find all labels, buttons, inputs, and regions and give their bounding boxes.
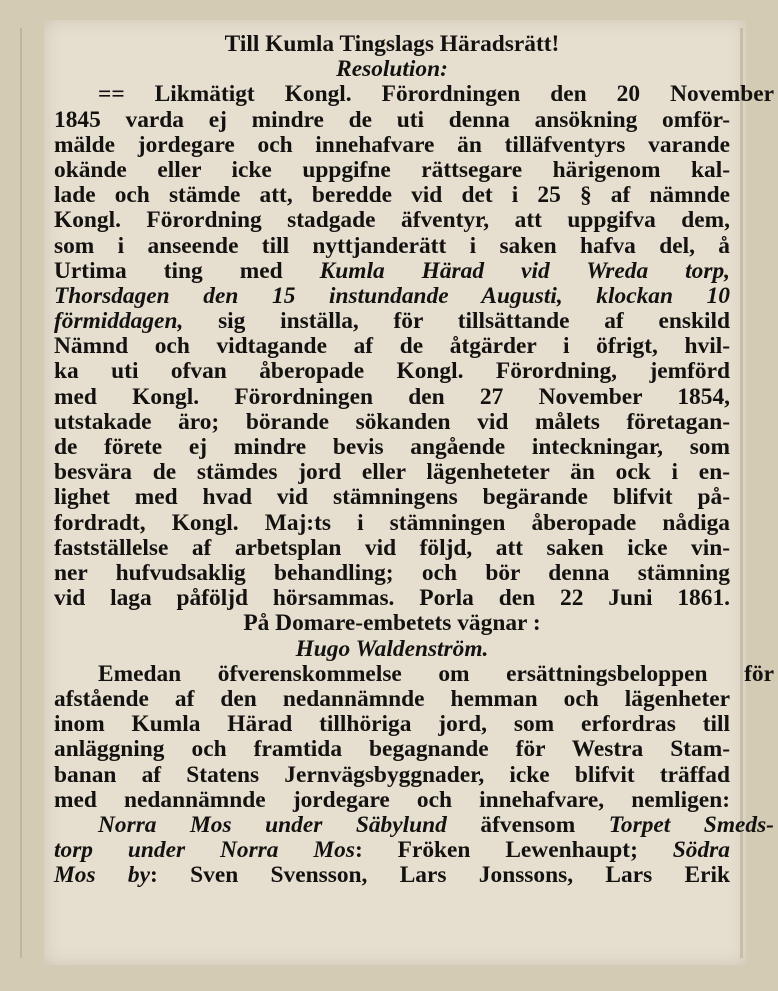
text-run: sig inställa, för tillsättande af enskild [183,308,730,335]
text-line [54,687,730,712]
article-column [54,30,774,889]
text-run: : Fröken Lewenhaupt; [354,837,673,864]
text-line [54,410,730,435]
text-line [54,863,730,888]
text-line [54,662,774,687]
text-run: äfvensom [446,811,609,838]
text-run: banan af Statens Jernvägsbyggnader, icke blifvit träffad [54,761,730,788]
text-run: ner hufvudsaklig behandling; och bör denna stämning [54,559,730,586]
text-line [54,511,730,536]
text-line [54,208,730,233]
text-line [54,284,730,309]
text-line [54,813,774,838]
text-line [54,385,730,410]
italic-text: torp under Norra Mos [54,837,355,864]
text-run: fordradt, Kongl. Maj:ts i stämningen åberopade nådiga [54,509,730,536]
resolution-subheading: Resolution: [336,56,448,83]
text-run: == Likmätigt Kongl. Förordningen den 20 November [98,81,774,108]
text-run: lade och stämde att, beredde vid det i 25 § af nämnde [54,182,730,209]
text-run: lighet med hvad vid stämningens begärande blifvit på- [54,484,730,511]
text-line [54,763,730,788]
text-run: Nämnd och vidtagande af de åtgärder i öfrigt, hvil- [54,333,730,360]
text-line [54,334,730,359]
text-line [54,234,730,259]
italic-text: Torpet Smeds- [608,811,774,838]
text-run: Emedan öfverenskommelse om ersättningsbeloppen för [98,660,774,687]
text-line [54,359,730,384]
text-line [54,712,730,737]
text-run: med nedannämnde jordegare och innehafvare, nemligen: [54,786,730,813]
text-run: med Kongl. Förordningen den 27 November 1854, [54,383,730,410]
italic-text: Kumla Härad vid Wreda torp, [319,257,731,284]
text-line [54,82,774,107]
text-line [54,737,730,762]
text-line [54,183,730,208]
text-run: fastställelse af arbetsplan vid följd, att saken icke vin- [54,534,730,561]
text-line [54,460,730,485]
text-run: inom Kumla Härad tillhöriga jord, som erfordras till [54,711,730,738]
text-line [54,108,730,133]
column-rule-left [20,28,22,958]
text-run: mälde jordegare och innehafvare än tilläfventyrs varande [54,131,730,158]
text-line [54,561,730,586]
text-run: : Sven Svensson, Lars Jonssons, Lars Erik [150,862,730,889]
text-line [54,259,730,284]
text-line [54,435,730,460]
italic-text: Mos by [54,862,150,889]
text-run: anläggning och framtida begagnande för Westra Stam- [54,736,730,763]
text-run: Urtima ting med [54,257,320,284]
text-run: ka uti ofvan åberopade Kongl. Förordning, jemförd [54,358,730,385]
second-notice-body [54,660,774,889]
text-run: vid laga påföljd hörsammas. Porla den 22 Juni 1861. [54,585,730,612]
italic-text: förmiddagen, [54,308,184,335]
text-run: 1845 varda ej mindre de uti denna ansökning omför- [54,106,730,133]
notice-heading: Till Kumla Tingslags Häradsrätt! [224,31,560,57]
text-run: Kongl. Förordning stadgade äfventyr, att uppgifva dem, [54,207,730,234]
resolution-body [54,81,774,612]
text-line [54,158,730,183]
italic-text: Södra [672,837,730,864]
text-line [54,838,730,863]
text-line [54,536,730,561]
text-run: afstående af den nedannämnde hemman och lägenheter [54,685,730,712]
text-run: de förete ej mindre bevis angående inteckningar, som [54,434,730,461]
signature-title: På Domare-embetets vägnar : [243,610,541,637]
text-line [54,485,730,510]
text-run: utstakade äro; börande sökanden vid målets företagan- [54,408,730,435]
text-run: besvära de stämdes jord eller lägenheteter än ock i en- [54,459,730,486]
italic-text: Norra Mos under Säbylund [98,811,447,838]
text-line [54,586,730,611]
text-run: okände eller icke uppgifne rättsegare härigenom kal- [54,156,730,183]
text-line [54,309,730,334]
text-line [54,788,730,813]
signature-name: Hugo Waldenström. [295,635,489,662]
italic-text: Thorsdagen den 15 instundande Augusti, klockan 10 [54,282,730,309]
text-run: som i anseende till nyttjanderätt i saken hafva del, å [54,232,730,259]
text-line [54,133,730,158]
